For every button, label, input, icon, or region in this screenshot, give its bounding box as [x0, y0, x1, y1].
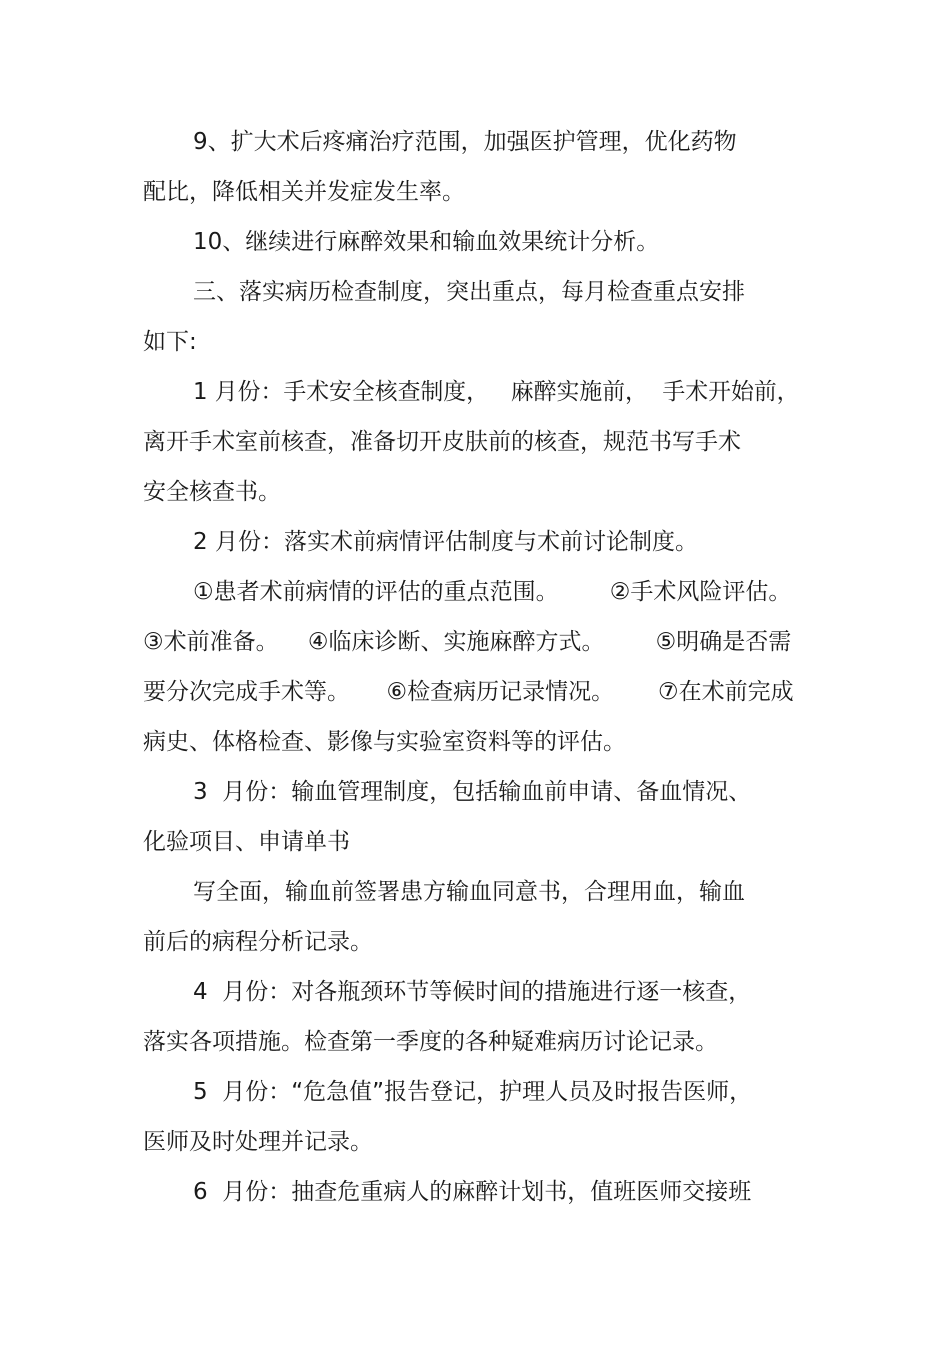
text-line-13: 病史、体格检查、影像与实验室资料等的评估。 [143, 729, 626, 755]
text-line-17: 前后的病程分析记录。 [143, 929, 373, 955]
text-line-11: ③术前准备。 ④临床诊断、实施麻醉方式。 ⑤明确是否需 [143, 629, 792, 655]
text-line-18: 4 月份：对各瓶颈环节等候时间的措施进行逐一核查， [193, 979, 752, 1005]
text-line-20: 5 月份：“危急值”报告登记，护理人员及时报告医师， [193, 1079, 753, 1105]
text-line-14: 3 月份：输血管理制度，包括输血前申请、备血情况、 [193, 779, 752, 805]
text-line-9: 2 月份：落实术前病情评估制度与术前讨论制度。 [193, 529, 698, 555]
text-line-2: 配比，降低相关并发症发生率。 [143, 179, 465, 205]
text-line-22: 6 月份：抽查危重病人的麻醉计划书，值班医师交接班 [193, 1179, 752, 1205]
text-line-5: 如下: [143, 329, 197, 355]
text-line-6: 1 月份：手术安全核查制度， 麻醉实施前， 手术开始前， [193, 379, 800, 405]
text-line-12: 要分次完成手术等。 ⑥检查病历记录情况。 ⑦在术前完成 [143, 679, 794, 705]
text-line-1: 9、扩大术后疼痛治疗范围，加强医护管理，优化药物 [193, 129, 737, 155]
text-line-3: 10、继续进行麻醉效果和输血效果统计分析。 [193, 229, 660, 255]
text-line-4: 三、落实病历检查制度，突出重点，每月检查重点安排 [193, 279, 745, 305]
text-line-19: 落实各项措施。检查第一季度的各种疑难病历讨论记录。 [143, 1029, 718, 1055]
text-line-7: 离开手术室前核查，准备切开皮肤前的核查，规范书写手术 [143, 429, 741, 455]
text-line-16: 写全面，输血前签署患方输血同意书，合理用血，输血 [193, 879, 745, 905]
text-line-21: 医师及时处理并记录。 [143, 1129, 373, 1155]
text-line-10: ①患者术前病情的评估的重点范围。 ②手术风险评估。 [193, 579, 792, 605]
text-line-15: 化验项目、申请单书 [143, 829, 350, 855]
text-line-8: 安全核查书。 [143, 479, 281, 505]
